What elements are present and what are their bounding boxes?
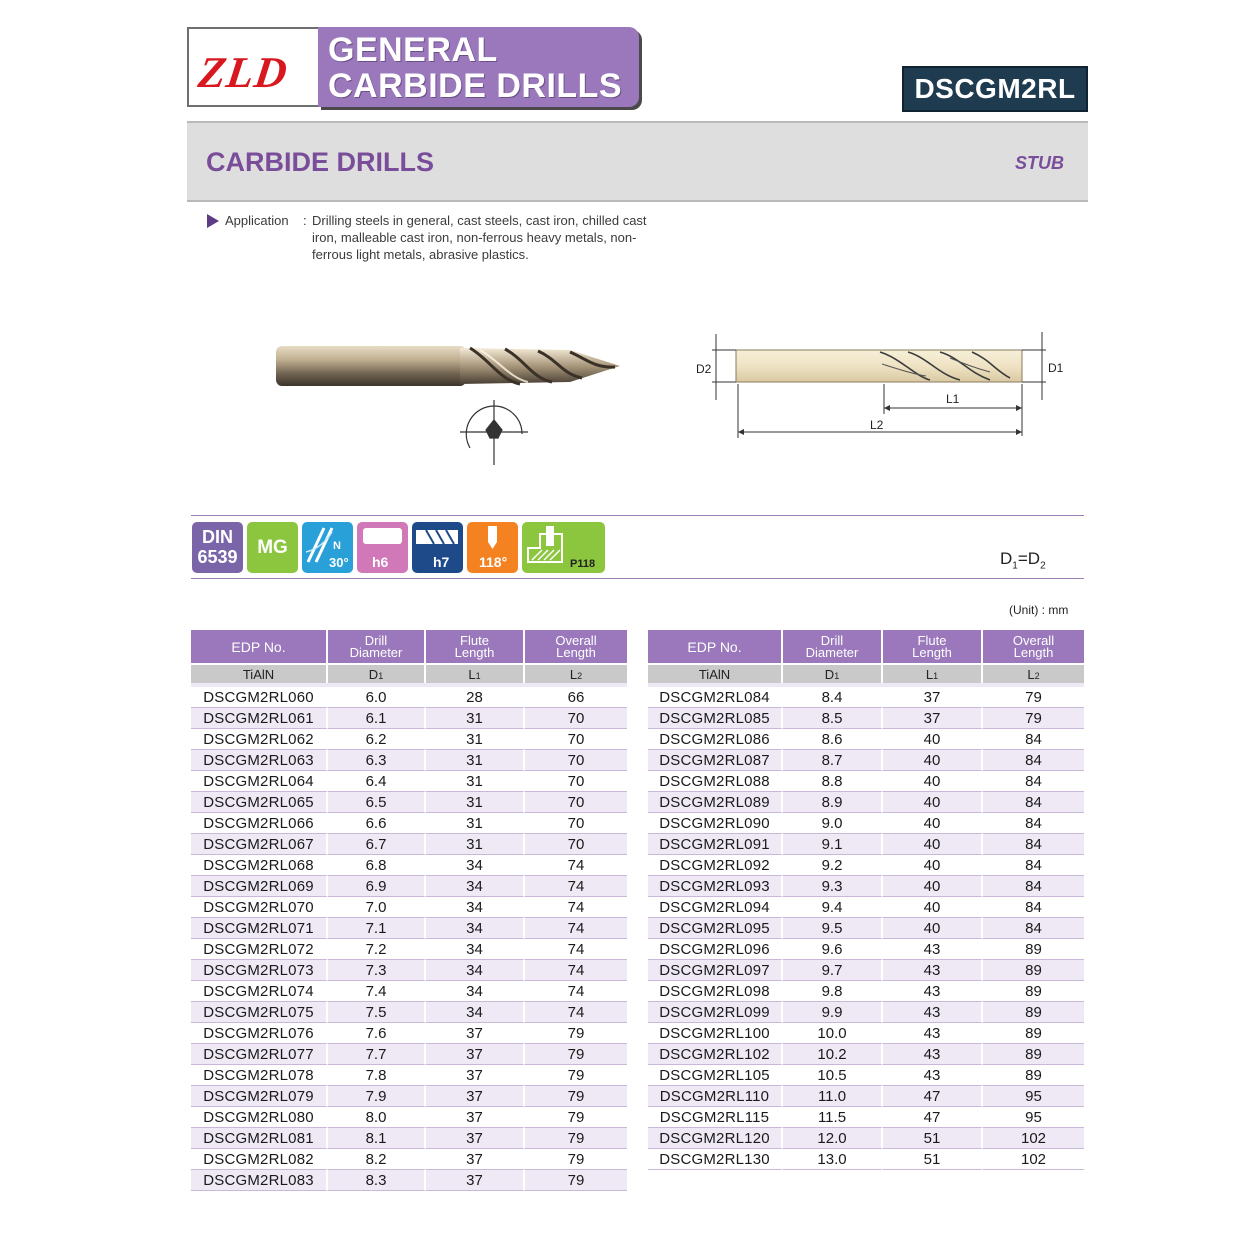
l1-header: L1: [426, 663, 525, 683]
drill-photo-image: [270, 330, 630, 475]
table-row: [191, 813, 627, 834]
diameter-cell: 6.4: [328, 771, 426, 792]
diameter-cell: 8.5: [783, 708, 883, 729]
table-row: [191, 792, 627, 813]
overall-length-cell: 79: [525, 1170, 627, 1191]
coating-header: TiAlN: [191, 663, 328, 683]
table-row: [648, 1086, 1084, 1107]
overall-length-cell: 84: [983, 750, 1084, 771]
overall-length-cell: 79: [983, 687, 1084, 708]
diameter-cell: 6.0: [328, 687, 426, 708]
helix-angle-icon: [302, 522, 353, 573]
edp-cell: DSCGM2RL082: [191, 1149, 328, 1170]
col-flute-header: Flute Length: [426, 630, 525, 663]
flute-length-cell: 37: [426, 1107, 525, 1128]
diameter-cell: 8.6: [783, 729, 883, 750]
flute-length-cell: 40: [883, 771, 983, 792]
diameter-cell: 9.7: [783, 960, 883, 981]
application-colon: :: [303, 213, 307, 228]
diameter-cell: 10.0: [783, 1023, 883, 1044]
flute-length-cell: 37: [426, 1170, 525, 1191]
diameter-cell: 8.1: [328, 1128, 426, 1149]
diameter-cell: 12.0: [783, 1128, 883, 1149]
table-header-row: [648, 630, 1084, 663]
overall-length-cell: 79: [525, 1107, 627, 1128]
diameter-cell: 9.6: [783, 939, 883, 960]
flute-length-cell: 28: [426, 687, 525, 708]
diameter-cell: 13.0: [783, 1149, 883, 1170]
overall-length-cell: 89: [983, 960, 1084, 981]
table-row: [191, 1065, 627, 1086]
edp-cell: DSCGM2RL087: [648, 750, 783, 771]
brand-logo: [187, 27, 639, 109]
table-row: [191, 834, 627, 855]
overall-length-cell: 89: [983, 1023, 1084, 1044]
overall-length-cell: 70: [525, 813, 627, 834]
diameter-cell: 7.2: [328, 939, 426, 960]
table-row: [648, 1023, 1084, 1044]
overall-length-cell: 84: [983, 813, 1084, 834]
diameter-cell: 9.4: [783, 897, 883, 918]
overall-length-cell: 84: [983, 897, 1084, 918]
p118-label: P118: [570, 558, 596, 570]
overall-length-cell: 89: [983, 981, 1084, 1002]
table-row: [191, 981, 627, 1002]
edp-cell: DSCGM2RL083: [191, 1170, 328, 1191]
spec-table-left: [191, 630, 627, 1191]
unit-label: (Unit) : mm: [1009, 603, 1069, 617]
logo-white-panel: [187, 27, 318, 107]
table-row: [191, 1086, 627, 1107]
col-edp-header: EDP No.: [191, 630, 328, 663]
overall-length-cell: 79: [525, 1149, 627, 1170]
overall-length-cell: 102: [983, 1149, 1084, 1170]
diameter-cell: 7.3: [328, 960, 426, 981]
table-row: [648, 1128, 1084, 1149]
table-row: [191, 1128, 627, 1149]
table-row: [648, 855, 1084, 876]
din-number: 6539: [197, 547, 238, 567]
flute-length-cell: 34: [426, 876, 525, 897]
overall-length-cell: 84: [983, 918, 1084, 939]
table-row: [191, 1002, 627, 1023]
table-row: [648, 792, 1084, 813]
diameter-cell: 7.4: [328, 981, 426, 1002]
title-line-1: GENERAL: [328, 31, 498, 69]
flute-length-cell: 40: [883, 792, 983, 813]
diameter-cell: 6.6: [328, 813, 426, 834]
overall-length-cell: 84: [983, 834, 1084, 855]
section-band: [187, 121, 1088, 202]
edp-cell: DSCGM2RL105: [648, 1065, 783, 1086]
diameter-cell: 8.2: [328, 1149, 426, 1170]
edp-cell: DSCGM2RL067: [191, 834, 328, 855]
section-title: CARBIDE DRILLS: [206, 147, 434, 177]
l2-header: L2: [525, 663, 627, 683]
edp-cell: DSCGM2RL074: [191, 981, 328, 1002]
edp-cell: DSCGM2RL086: [648, 729, 783, 750]
overall-length-cell: 70: [525, 792, 627, 813]
helix-n-label: N: [333, 540, 341, 552]
flute-length-cell: 43: [883, 960, 983, 981]
diameter-cell: 9.1: [783, 834, 883, 855]
din-label: DIN: [202, 527, 233, 547]
diameter-cell: 7.8: [328, 1065, 426, 1086]
l1-label: L1: [946, 392, 960, 406]
edp-cell: DSCGM2RL068: [191, 855, 328, 876]
edp-cell: DSCGM2RL070: [191, 897, 328, 918]
overall-length-cell: 89: [983, 1065, 1084, 1086]
section-subtitle: STUB: [1015, 153, 1064, 173]
table-row: [191, 687, 627, 708]
overall-length-cell: 74: [525, 918, 627, 939]
edp-cell: DSCGM2RL096: [648, 939, 783, 960]
edp-cell: DSCGM2RL098: [648, 981, 783, 1002]
edp-cell: DSCGM2RL110: [648, 1086, 783, 1107]
diameter-cell: 9.5: [783, 918, 883, 939]
icon-row-bottom-rule: [191, 578, 1084, 579]
overall-length-cell: 79: [525, 1128, 627, 1149]
d1-equals-d2-label: $D_1=D_2$: [1000, 549, 1046, 572]
edp-cell: DSCGM2RL076: [191, 1023, 328, 1044]
overall-length-cell: 79: [525, 1086, 627, 1107]
overall-length-cell: 74: [525, 876, 627, 897]
diameter-cell: 8.8: [783, 771, 883, 792]
diameter-cell: 6.7: [328, 834, 426, 855]
overall-length-cell: 95: [983, 1107, 1084, 1128]
table-row: [191, 897, 627, 918]
edp-cell: DSCGM2RL061: [191, 708, 328, 729]
edp-cell: DSCGM2RL088: [648, 771, 783, 792]
spec-table-right: [648, 630, 1084, 1170]
flute-length-cell: 31: [426, 834, 525, 855]
flute-length-cell: 31: [426, 708, 525, 729]
diameter-cell: 11.5: [783, 1107, 883, 1128]
col-edp-header: EDP No.: [648, 630, 783, 663]
overall-length-cell: 95: [983, 1086, 1084, 1107]
diameter-cell: 10.5: [783, 1065, 883, 1086]
diameter-cell: 6.3: [328, 750, 426, 771]
edp-cell: DSCGM2RL094: [648, 897, 783, 918]
flute-length-cell: 40: [883, 897, 983, 918]
flute-length-cell: 40: [883, 855, 983, 876]
edp-cell: DSCGM2RL089: [648, 792, 783, 813]
diameter-cell: 8.7: [783, 750, 883, 771]
overall-length-cell: 79: [525, 1044, 627, 1065]
tolerance-h7-icon: [412, 522, 463, 573]
application-label: Application: [225, 213, 289, 228]
overall-length-cell: 84: [983, 876, 1084, 897]
diameter-cell: 9.3: [783, 876, 883, 897]
edp-cell: DSCGM2RL085: [648, 708, 783, 729]
overall-length-cell: 74: [525, 897, 627, 918]
product-family-title: [328, 33, 622, 103]
diameter-cell: 6.5: [328, 792, 426, 813]
d1-header: D1: [328, 663, 426, 683]
d1-header: D1: [783, 663, 883, 683]
edp-cell: DSCGM2RL100: [648, 1023, 783, 1044]
diameter-cell: 7.1: [328, 918, 426, 939]
flute-length-cell: 43: [883, 1065, 983, 1086]
helix-angle-label: 30°: [329, 555, 349, 570]
flute-length-cell: 40: [883, 918, 983, 939]
table-row: [191, 1149, 627, 1170]
overall-length-cell: 74: [525, 981, 627, 1002]
d2-label: D2: [696, 362, 712, 376]
application-text: Drilling steels in general, cast steels, cast iron, chilled cast iron, malleable cast iron, non-ferrous heavy metals, non-ferrous light metals, abrasive plastics.: [312, 213, 647, 262]
overall-length-cell: 89: [983, 1044, 1084, 1065]
mg-grade-icon: MG: [247, 522, 298, 573]
point-angle-label: 118°: [479, 554, 508, 570]
bullet-triangle-icon: [207, 214, 219, 228]
edp-cell: DSCGM2RL099: [648, 1002, 783, 1023]
table-row: [191, 1023, 627, 1044]
table-row: [648, 981, 1084, 1002]
overall-length-cell: 79: [525, 1065, 627, 1086]
table-row: [648, 897, 1084, 918]
overall-length-cell: 84: [983, 792, 1084, 813]
col-overall-header: Overall Length: [983, 630, 1084, 663]
overall-length-cell: 84: [983, 729, 1084, 750]
overall-length-cell: 84: [983, 855, 1084, 876]
diameter-cell: 6.2: [328, 729, 426, 750]
flute-length-cell: 40: [883, 729, 983, 750]
flute-length-cell: 37: [426, 1023, 525, 1044]
diameter-cell: 7.6: [328, 1023, 426, 1044]
flute-length-cell: 34: [426, 897, 525, 918]
overall-length-cell: 70: [525, 729, 627, 750]
overall-length-cell: 89: [983, 939, 1084, 960]
brand-name: ZLD: [195, 48, 291, 97]
overall-length-cell: 79: [983, 708, 1084, 729]
flute-length-cell: 31: [426, 813, 525, 834]
diameter-cell: 9.2: [783, 855, 883, 876]
edp-cell: DSCGM2RL064: [191, 771, 328, 792]
overall-length-cell: 74: [525, 1002, 627, 1023]
overall-length-cell: 70: [525, 750, 627, 771]
icon-row-top-rule: [191, 515, 1084, 516]
table-subheader-row: [648, 663, 1084, 683]
table-row: [648, 687, 1084, 708]
table-row: [191, 1044, 627, 1065]
logo-title-panel: [318, 27, 639, 107]
l1-header: L1: [883, 663, 983, 683]
edp-cell: DSCGM2RL084: [648, 687, 783, 708]
flute-length-cell: 43: [883, 939, 983, 960]
l2-header: L2: [983, 663, 1084, 683]
overall-length-cell: 89: [983, 1002, 1084, 1023]
flute-length-cell: 40: [883, 813, 983, 834]
flute-length-cell: 51: [883, 1128, 983, 1149]
diameter-cell: 7.0: [328, 897, 426, 918]
flute-length-cell: 37: [426, 1149, 525, 1170]
flute-length-cell: 40: [883, 750, 983, 771]
diameter-cell: 8.3: [328, 1170, 426, 1191]
diameter-cell: 7.5: [328, 1002, 426, 1023]
edp-cell: DSCGM2RL080: [191, 1107, 328, 1128]
title-line-2: CARBIDE DRILLS: [328, 67, 623, 105]
edp-cell: DSCGM2RL063: [191, 750, 328, 771]
edp-cell: DSCGM2RL069: [191, 876, 328, 897]
overall-length-cell: 74: [525, 939, 627, 960]
table-header-row: [191, 630, 627, 663]
point-angle-symbol-icon: [460, 400, 528, 465]
edp-cell: DSCGM2RL062: [191, 729, 328, 750]
flute-length-cell: 37: [883, 687, 983, 708]
edp-cell: DSCGM2RL115: [648, 1107, 783, 1128]
table-row: [191, 939, 627, 960]
coating-header: TiAlN: [648, 663, 783, 683]
flute-length-cell: 34: [426, 981, 525, 1002]
din-6539-icon: [192, 522, 243, 573]
overall-length-cell: 74: [525, 855, 627, 876]
edp-cell: DSCGM2RL065: [191, 792, 328, 813]
overall-length-cell: 70: [525, 834, 627, 855]
table-row: [648, 813, 1084, 834]
table-row: [191, 708, 627, 729]
diameter-cell: 8.0: [328, 1107, 426, 1128]
diameter-cell: 6.8: [328, 855, 426, 876]
flute-length-cell: 40: [883, 834, 983, 855]
flute-length-cell: 34: [426, 960, 525, 981]
overall-length-cell: 79: [525, 1023, 627, 1044]
edp-cell: DSCGM2RL090: [648, 813, 783, 834]
p118-point-icon: [522, 522, 605, 573]
table-row: [648, 708, 1084, 729]
edp-cell: DSCGM2RL093: [648, 876, 783, 897]
d1-label: D1: [1048, 361, 1064, 375]
table-row: [648, 918, 1084, 939]
overall-length-cell: 66: [525, 687, 627, 708]
edp-cell: DSCGM2RL092: [648, 855, 783, 876]
flute-length-cell: 37: [426, 1128, 525, 1149]
table-row: [648, 834, 1084, 855]
table-row: [191, 1107, 627, 1128]
table-row: [191, 960, 627, 981]
table-row: [191, 771, 627, 792]
flute-length-cell: 43: [883, 981, 983, 1002]
table-row: [191, 750, 627, 771]
edp-cell: DSCGM2RL075: [191, 1002, 328, 1023]
table-row: [191, 729, 627, 750]
point-angle-118-icon: [467, 522, 518, 573]
edp-cell: DSCGM2RL072: [191, 939, 328, 960]
l2-label: L2: [870, 418, 884, 432]
edp-cell: DSCGM2RL102: [648, 1044, 783, 1065]
table-row: [648, 876, 1084, 897]
flute-length-cell: 34: [426, 918, 525, 939]
edp-cell: DSCGM2RL078: [191, 1065, 328, 1086]
table-row: [648, 1149, 1084, 1170]
table-row: [648, 750, 1084, 771]
edp-cell: DSCGM2RL060: [191, 687, 328, 708]
diameter-cell: 8.9: [783, 792, 883, 813]
flute-length-cell: 47: [883, 1107, 983, 1128]
flute-length-cell: 37: [426, 1044, 525, 1065]
edp-cell: DSCGM2RL081: [191, 1128, 328, 1149]
table-row: [648, 939, 1084, 960]
flute-length-cell: 37: [883, 708, 983, 729]
flute-length-cell: 37: [426, 1065, 525, 1086]
diameter-cell: 8.4: [783, 687, 883, 708]
table-row: [648, 1044, 1084, 1065]
table-row: [191, 1170, 627, 1191]
edp-cell: DSCGM2RL097: [648, 960, 783, 981]
diameter-cell: 9.0: [783, 813, 883, 834]
col-overall-header: Overall Length: [525, 630, 627, 663]
overall-length-cell: 70: [525, 771, 627, 792]
diameter-cell: 9.9: [783, 1002, 883, 1023]
flute-length-cell: 31: [426, 771, 525, 792]
edp-cell: DSCGM2RL077: [191, 1044, 328, 1065]
h6-label: h6: [372, 554, 389, 570]
overall-length-cell: 70: [525, 708, 627, 729]
flute-length-cell: 31: [426, 792, 525, 813]
edp-cell: DSCGM2RL095: [648, 918, 783, 939]
flute-length-cell: 31: [426, 729, 525, 750]
flute-length-cell: 43: [883, 1044, 983, 1065]
table-row: [648, 960, 1084, 981]
edp-cell: DSCGM2RL091: [648, 834, 783, 855]
flute-length-cell: 43: [883, 1023, 983, 1044]
model-badge: DSCGM2RL: [902, 66, 1088, 112]
diameter-cell: 9.8: [783, 981, 883, 1002]
table-subheader-row: [191, 663, 627, 683]
flute-length-cell: 40: [883, 876, 983, 897]
table-row: [191, 876, 627, 897]
flute-length-cell: 47: [883, 1086, 983, 1107]
diameter-cell: 11.0: [783, 1086, 883, 1107]
overall-length-cell: 84: [983, 771, 1084, 792]
diameter-cell: 10.2: [783, 1044, 883, 1065]
flute-length-cell: 34: [426, 1002, 525, 1023]
overall-length-cell: 74: [525, 960, 627, 981]
flute-length-cell: 43: [883, 1002, 983, 1023]
flute-length-cell: 37: [426, 1086, 525, 1107]
table-row: [648, 1065, 1084, 1086]
table-row: [648, 1002, 1084, 1023]
col-flute-header: Flute Length: [883, 630, 983, 663]
diameter-cell: 6.9: [328, 876, 426, 897]
table-row: [648, 1107, 1084, 1128]
edp-cell: DSCGM2RL066: [191, 813, 328, 834]
col-diameter-header: Drill Diameter: [328, 630, 426, 663]
col-diameter-header: Drill Diameter: [783, 630, 883, 663]
edp-cell: DSCGM2RL073: [191, 960, 328, 981]
table-row: [648, 771, 1084, 792]
flute-length-cell: 31: [426, 750, 525, 771]
flute-length-cell: 51: [883, 1149, 983, 1170]
shank-h6-icon: [357, 522, 408, 573]
edp-cell: DSCGM2RL071: [191, 918, 328, 939]
overall-length-cell: 102: [983, 1128, 1084, 1149]
diameter-cell: 7.9: [328, 1086, 426, 1107]
flute-length-cell: 34: [426, 939, 525, 960]
diameter-cell: 6.1: [328, 708, 426, 729]
h7-label: h7: [433, 554, 450, 570]
edp-cell: DSCGM2RL079: [191, 1086, 328, 1107]
diameter-cell: 7.7: [328, 1044, 426, 1065]
edp-cell: DSCGM2RL130: [648, 1149, 783, 1170]
table-row: [191, 855, 627, 876]
table-row: [191, 918, 627, 939]
edp-cell: DSCGM2RL120: [648, 1128, 783, 1149]
table-row: [648, 729, 1084, 750]
flute-length-cell: 34: [426, 855, 525, 876]
